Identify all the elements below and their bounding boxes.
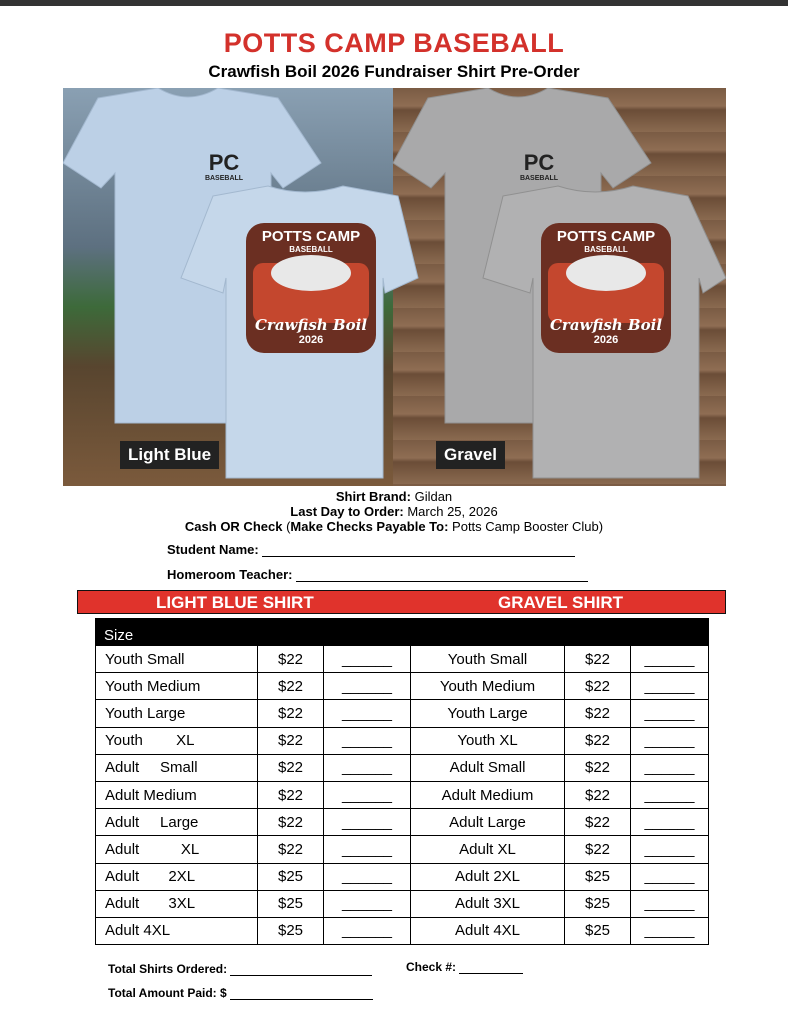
size-table — [95, 645, 709, 945]
left-quantity-blank[interactable]: ______ — [324, 646, 411, 673]
table-row — [96, 700, 709, 727]
left-quantity-blank[interactable]: ______ — [324, 700, 411, 727]
right-chest-logo-sub: BASEBALL — [519, 175, 559, 182]
right-price-cell: $22 — [565, 754, 631, 781]
total-shirts-blank[interactable] — [230, 975, 372, 976]
left-size-cell: Adult 4XL — [96, 917, 258, 944]
left-size-cell: Youth Large — [96, 700, 258, 727]
left-size-cell: Adult Medium — [96, 781, 258, 808]
left-quantity-blank[interactable]: ______ — [324, 781, 411, 808]
right-quantity-blank[interactable]: ______ — [631, 727, 709, 754]
right-size-cell: Adult Large — [411, 809, 565, 836]
total-amount-field[interactable] — [108, 986, 373, 1000]
total-shirts-label: Total Shirts Ordered: — [108, 962, 228, 976]
right-price-cell: $22 — [565, 700, 631, 727]
right-price-cell: $22 — [565, 646, 631, 673]
homeroom-teacher-label: Homeroom Teacher: — [167, 567, 293, 582]
student-name-label: Student Name: — [167, 542, 259, 557]
table-row — [96, 863, 709, 890]
right-print-sub: BASEBALL — [584, 245, 628, 254]
table-row — [96, 727, 709, 754]
right-size-cell: Adult XL — [411, 836, 565, 863]
table-row — [96, 836, 709, 863]
left-price-cell: $22 — [258, 700, 324, 727]
table-row — [96, 917, 709, 944]
left-size-cell: Adult XL — [96, 836, 258, 863]
right-quantity-blank[interactable]: ______ — [631, 781, 709, 808]
left-size-cell: Adult 2XL — [96, 863, 258, 890]
table-row — [96, 890, 709, 917]
table-row — [96, 754, 709, 781]
right-size-cell: Youth Large — [411, 700, 565, 727]
right-quantity-blank[interactable]: ______ — [631, 673, 709, 700]
left-quantity-blank[interactable]: ______ — [324, 754, 411, 781]
left-price-cell: $22 — [258, 673, 324, 700]
left-price-cell: $22 — [258, 781, 324, 808]
left-quantity-blank[interactable]: ______ — [324, 727, 411, 754]
left-quantity-blank[interactable]: ______ — [324, 863, 411, 890]
table-row — [96, 673, 709, 700]
right-price-cell: $25 — [565, 890, 631, 917]
right-price-cell: $25 — [565, 917, 631, 944]
right-quantity-blank[interactable]: ______ — [631, 700, 709, 727]
right-price-cell: $22 — [565, 781, 631, 808]
left-quantity-blank[interactable]: ______ — [324, 890, 411, 917]
shirt-brand-value: Gildan — [414, 489, 453, 504]
right-quantity-blank[interactable]: ______ — [631, 646, 709, 673]
shirt-brand-line — [0, 489, 788, 504]
right-quantity-blank[interactable]: ______ — [631, 809, 709, 836]
left-chest-logo: PC — [208, 150, 240, 175]
right-price-cell: $22 — [565, 673, 631, 700]
right-price-cell: $22 — [565, 836, 631, 863]
payment-label: Cash OR Check — [184, 519, 283, 534]
check-number-field[interactable] — [406, 960, 523, 974]
left-quantity-blank[interactable]: ______ — [324, 809, 411, 836]
homeroom-teacher-blank[interactable] — [296, 581, 588, 582]
deadline-line — [0, 504, 788, 519]
light-blue-shirt-heading: LIGHT BLUE SHIRT — [156, 593, 314, 612]
left-price-cell: $25 — [258, 863, 324, 890]
payment-line: Cash OR Check (Make Checks Payable To: Potts Camp Booster Club) — [184, 519, 604, 534]
total-shirts-field[interactable] — [108, 962, 372, 976]
student-name-field[interactable] — [167, 542, 575, 557]
table-row — [96, 646, 709, 673]
right-print-script: Crawfish Boil — [549, 316, 663, 334]
table-row — [96, 781, 709, 808]
deadline-label: Last Day to Order: — [290, 504, 404, 519]
deadline-value: March 25, 2026 — [407, 504, 498, 519]
gravel-label: Gravel — [436, 441, 505, 469]
page-title: POTTS CAMP BASEBALL — [223, 28, 565, 58]
right-size-cell: Youth Medium — [411, 673, 565, 700]
left-price-cell: $22 — [258, 754, 324, 781]
right-quantity-blank[interactable]: ______ — [631, 917, 709, 944]
left-price-cell: $25 — [258, 890, 324, 917]
payable-label: Make Checks Payable To: — [290, 519, 449, 534]
right-print-year: 2026 — [593, 334, 619, 346]
left-quantity-blank[interactable]: ______ — [324, 917, 411, 944]
shirt-photo — [63, 88, 726, 486]
left-price-cell: $22 — [258, 727, 324, 754]
right-quantity-blank[interactable]: ______ — [631, 890, 709, 917]
right-chest-logo: PC — [523, 150, 555, 175]
right-size-cell: Adult Small — [411, 754, 565, 781]
page-subtitle: Crawfish Boil 2026 Fundraiser Shirt Pre-Order — [208, 62, 580, 81]
gravel-shirt-heading: GRAVEL SHIRT — [498, 593, 623, 612]
top-edge-bar — [0, 0, 788, 6]
right-size-cell: Adult 4XL — [411, 917, 565, 944]
left-price-cell: $22 — [258, 809, 324, 836]
right-size-cell: Youth XL — [411, 727, 565, 754]
left-price-cell: $25 — [258, 917, 324, 944]
size-header: Size — [104, 627, 134, 644]
left-size-cell: Adult Small — [96, 754, 258, 781]
table-header — [95, 618, 709, 645]
left-size-cell: Youth Medium — [96, 673, 258, 700]
right-size-cell: Adult 3XL — [411, 890, 565, 917]
shirt-illustration — [63, 88, 726, 486]
shirt-brand-label: Shirt Brand: — [335, 489, 411, 504]
check-number-label: Check #: — [406, 960, 457, 974]
left-quantity-blank[interactable]: ______ — [324, 836, 411, 863]
payable-value: Potts Camp Booster Club — [452, 519, 599, 534]
left-size-cell: Adult 3XL — [96, 890, 258, 917]
left-quantity-blank[interactable]: ______ — [324, 673, 411, 700]
right-size-cell: Youth Small — [411, 646, 565, 673]
left-print-sub: BASEBALL — [289, 245, 333, 254]
right-size-cell: Adult 2XL — [411, 863, 565, 890]
shirt-color-banner — [77, 590, 726, 614]
right-price-cell: $22 — [565, 727, 631, 754]
light-blue-label: Light Blue — [120, 441, 219, 469]
left-print-year: 2026 — [298, 334, 324, 346]
right-quantity-blank[interactable]: ______ — [631, 863, 709, 890]
student-name-blank[interactable] — [262, 556, 575, 557]
right-quantity-blank[interactable]: ______ — [631, 836, 709, 863]
check-number-blank[interactable] — [459, 973, 523, 974]
table-row — [96, 809, 709, 836]
right-quantity-blank[interactable]: ______ — [631, 754, 709, 781]
total-amount-blank[interactable] — [230, 999, 373, 1000]
left-size-cell: Youth XL — [96, 727, 258, 754]
right-price-cell: $25 — [565, 863, 631, 890]
left-chest-logo-sub: BASEBALL — [204, 175, 244, 182]
left-size-cell: Adult Large — [96, 809, 258, 836]
right-print-title: POTTS CAMP — [556, 228, 656, 245]
right-price-cell: $22 — [565, 809, 631, 836]
left-print-script: Crawfish Boil — [254, 316, 368, 334]
right-size-cell: Adult Medium — [411, 781, 565, 808]
homeroom-teacher-field[interactable] — [167, 567, 588, 582]
left-size-cell: Youth Small — [96, 646, 258, 673]
left-print-title: POTTS CAMP — [261, 228, 361, 245]
left-price-cell: $22 — [258, 836, 324, 863]
total-amount-label: Total Amount Paid: $ — [108, 986, 227, 1000]
left-price-cell: $22 — [258, 646, 324, 673]
